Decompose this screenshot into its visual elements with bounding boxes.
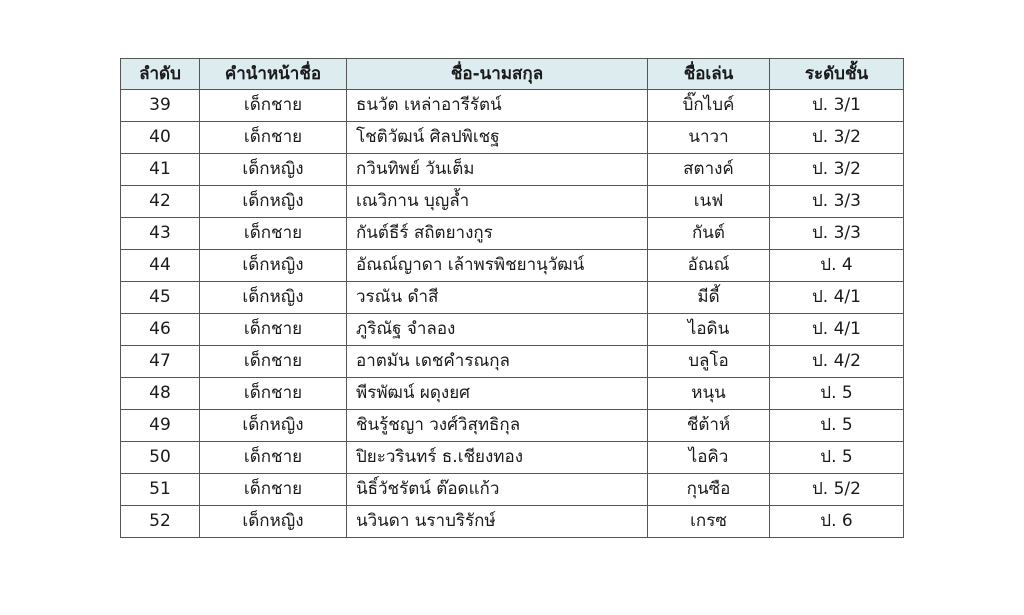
name-cell: ภูริณัฐ จำลอง <box>347 314 648 346</box>
level-cell: ป. 3/1 <box>770 90 904 122</box>
table-row <box>121 122 904 154</box>
order-cell: 42 <box>121 186 200 218</box>
prefix-cell: เด็กหญิง <box>200 282 347 314</box>
level-cell: ป. 6 <box>770 506 904 538</box>
level-cell: ป. 4 <box>770 250 904 282</box>
prefix-cell: เด็กชาย <box>200 314 347 346</box>
nickname-cell: ไอดิน <box>648 314 770 346</box>
name-cell: เณวิกาน บุญล้ำ <box>347 186 648 218</box>
table-row <box>121 90 904 122</box>
table-header-row <box>121 59 904 90</box>
name-cell: ชินรู้ชญา วงศ์วิสุทธิกุล <box>347 410 648 442</box>
header-full-name: ชื่อ-นามสกุล <box>347 59 648 90</box>
name-cell: วรณัน ดำสี <box>347 282 648 314</box>
order-cell: 39 <box>121 90 200 122</box>
name-cell: นวินดา นราบริรักษ์ <box>347 506 648 538</box>
level-cell: ป. 4/1 <box>770 314 904 346</box>
table-row <box>121 442 904 474</box>
header-grade-level: ระดับชั้น <box>770 59 904 90</box>
header-prefix: คำนำหน้าชื่อ <box>200 59 347 90</box>
level-cell: ป. 4/2 <box>770 346 904 378</box>
table-row <box>121 346 904 378</box>
table-row <box>121 218 904 250</box>
prefix-cell: เด็กชาย <box>200 378 347 410</box>
header-nickname: ชื่อเล่น <box>648 59 770 90</box>
prefix-cell: เด็กชาย <box>200 218 347 250</box>
name-cell: พีรพัฒน์ ผดุงยศ <box>347 378 648 410</box>
order-cell: 47 <box>121 346 200 378</box>
name-cell: อาตมัน เดชคำรณกุล <box>347 346 648 378</box>
name-cell: กวินทิพย์ วันเต็ม <box>347 154 648 186</box>
order-cell: 43 <box>121 218 200 250</box>
nickname-cell: กุนซือ <box>648 474 770 506</box>
nickname-cell: ชีต้าห์ <box>648 410 770 442</box>
nickname-cell: นาวา <box>648 122 770 154</box>
nickname-cell: มีดี้ <box>648 282 770 314</box>
order-cell: 46 <box>121 314 200 346</box>
order-cell: 45 <box>121 282 200 314</box>
nickname-cell: เนฟ <box>648 186 770 218</box>
nickname-cell: ไอคิว <box>648 442 770 474</box>
table-row <box>121 250 904 282</box>
order-cell: 41 <box>121 154 200 186</box>
table-row <box>121 474 904 506</box>
level-cell: ป. 3/3 <box>770 218 904 250</box>
name-cell: กันต์ธีร์ สถิตยางกูร <box>347 218 648 250</box>
level-cell: ป. 5 <box>770 442 904 474</box>
table-row <box>121 282 904 314</box>
nickname-cell: บลูโอ <box>648 346 770 378</box>
prefix-cell: เด็กชาย <box>200 90 347 122</box>
prefix-cell: เด็กชาย <box>200 474 347 506</box>
prefix-cell: เด็กหญิง <box>200 186 347 218</box>
level-cell: ป. 3/2 <box>770 154 904 186</box>
header-order: ลำดับ <box>121 59 200 90</box>
nickname-cell: อัณณ์ <box>648 250 770 282</box>
nickname-cell: สตางค์ <box>648 154 770 186</box>
table-row <box>121 186 904 218</box>
level-cell: ป. 3/2 <box>770 122 904 154</box>
level-cell: ป. 5/2 <box>770 474 904 506</box>
student-table <box>120 58 904 538</box>
name-cell: อัณณ์ญาดา เล้าพรพิชยานุวัฒน์ <box>347 250 648 282</box>
level-cell: ป. 5 <box>770 378 904 410</box>
table-row <box>121 378 904 410</box>
prefix-cell: เด็กชาย <box>200 442 347 474</box>
name-cell: นิธิ์วัชรัตน์ ต๊อดแก้ว <box>347 474 648 506</box>
order-cell: 50 <box>121 442 200 474</box>
nickname-cell: บิ๊กไบค์ <box>648 90 770 122</box>
order-cell: 40 <box>121 122 200 154</box>
table-row <box>121 154 904 186</box>
order-cell: 49 <box>121 410 200 442</box>
table-row <box>121 410 904 442</box>
order-cell: 48 <box>121 378 200 410</box>
prefix-cell: เด็กหญิง <box>200 506 347 538</box>
name-cell: ธนวัต เหล่าอารีรัตน์ <box>347 90 648 122</box>
level-cell: ป. 5 <box>770 410 904 442</box>
level-cell: ป. 4/1 <box>770 282 904 314</box>
order-cell: 44 <box>121 250 200 282</box>
name-cell: ปิยะวรินทร์ ธ.เชียงทอง <box>347 442 648 474</box>
prefix-cell: เด็กหญิง <box>200 250 347 282</box>
nickname-cell: กันต์ <box>648 218 770 250</box>
name-cell: โชติวัฒน์ ศิลปพิเชฐ <box>347 122 648 154</box>
prefix-cell: เด็กชาย <box>200 122 347 154</box>
table-row <box>121 314 904 346</box>
nickname-cell: เกรซ <box>648 506 770 538</box>
level-cell: ป. 3/3 <box>770 186 904 218</box>
order-cell: 52 <box>121 506 200 538</box>
table-row <box>121 506 904 538</box>
prefix-cell: เด็กหญิง <box>200 410 347 442</box>
nickname-cell: หนุน <box>648 378 770 410</box>
prefix-cell: เด็กหญิง <box>200 154 347 186</box>
order-cell: 51 <box>121 474 200 506</box>
prefix-cell: เด็กชาย <box>200 346 347 378</box>
